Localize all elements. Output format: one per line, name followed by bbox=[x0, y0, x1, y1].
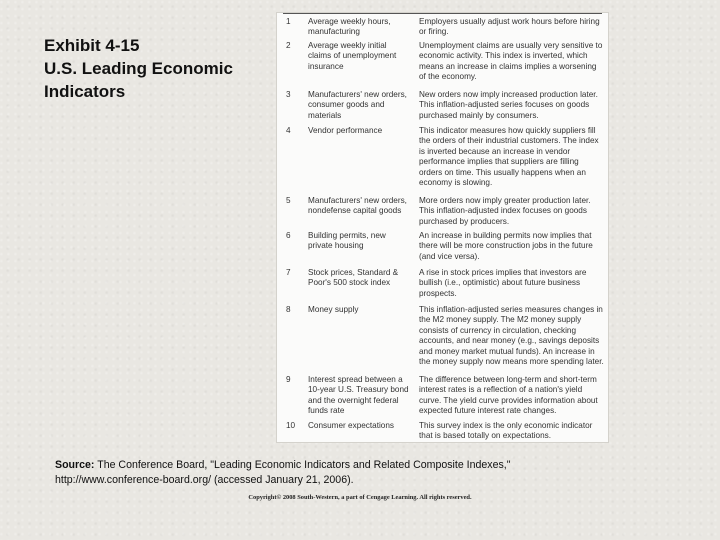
row-description: This inflation-adjusted series measures changes in the M2 money supply. The M2 money supply consists of currency in circulation, checking accounts, and near money (e.g., savings deposits and money market mutual funds). An increase in the money supply now means more spending later. bbox=[419, 305, 604, 367]
row-description: A rise in stock prices implies that investors are bullish (i.e., optimistic) about future business prospects. bbox=[419, 268, 587, 298]
source-url: http://www.conference-board.org/ (accessed January 21, 2006). bbox=[55, 474, 354, 486]
row-number: 5 bbox=[286, 196, 291, 205]
row-number: 8 bbox=[286, 305, 291, 314]
row-indicator: Interest spread between a 10-year U.S. Treasury bond and the overnight federal funds rate bbox=[308, 375, 409, 416]
row-number: 4 bbox=[286, 126, 291, 135]
row-number: 10 bbox=[286, 421, 296, 430]
source-note bbox=[55, 458, 655, 488]
row-indicator: Manufacturers' new orders, nondefense capital goods bbox=[308, 196, 407, 216]
row-number: 2 bbox=[286, 41, 291, 50]
row-indicator: Consumer expectations bbox=[308, 421, 395, 430]
table-top-rule bbox=[283, 13, 602, 14]
row-description: Unemployment claims are usually very sensitive to economic activity. This index is inverted, which means an increase in claims implies a worsening of the economy. bbox=[419, 41, 603, 82]
title-line-2: U.S. Leading Economic bbox=[44, 59, 233, 78]
slide-title bbox=[44, 34, 274, 103]
row-indicator: Average weekly hours, manufacturing bbox=[308, 17, 391, 37]
row-number: 7 bbox=[286, 268, 291, 277]
row-indicator: Average weekly initial claims of unemployment insurance bbox=[308, 41, 397, 71]
title-line-3: Indicators bbox=[44, 82, 126, 101]
source-label: Source: bbox=[55, 459, 95, 471]
row-description: This indicator measures how quickly suppliers fill the orders of their industrial customers. The index is inverted because an increase in vendor performance implies that suppliers are filling orders on time. This usually happens when an economy is slowing. bbox=[419, 126, 599, 188]
row-description: This survey index is the only economic indicator that is based totally on expectations. bbox=[419, 421, 593, 441]
row-indicator: Manufacturers' new orders, consumer goods and materials bbox=[308, 90, 407, 120]
row-indicator: Vendor performance bbox=[308, 126, 383, 135]
title-line-1: Exhibit 4-15 bbox=[44, 36, 140, 55]
row-description: New orders now imply increased production later. This inflation-adjusted series focuses on goods purchased mainly by consumers. bbox=[419, 90, 598, 120]
row-number: 9 bbox=[286, 375, 291, 384]
row-description: An increase in building permits now implies that there will be more construction jobs in the future (and vice versa). bbox=[419, 231, 593, 261]
row-number: 3 bbox=[286, 90, 291, 99]
source-text: The Conference Board, "Leading Economic Indicators and Related Composite Indexes," bbox=[97, 459, 511, 471]
row-indicator: Money supply bbox=[308, 305, 359, 314]
row-number: 1 bbox=[286, 17, 291, 26]
row-indicator: Building permits, new private housing bbox=[308, 231, 386, 251]
copyright-notice: Copyright© 2008 South-Western, a part of Cengage Learning. All rights reserved. bbox=[248, 494, 472, 501]
row-description: The difference between long-term and short-term interest rates is a reflection of a nation's yield curve. The yield curve provides information about expected future interest rate changes. bbox=[419, 375, 598, 416]
exhibit-table bbox=[276, 12, 609, 443]
row-description: Employers usually adjust work hours before hiring or firing. bbox=[419, 17, 600, 37]
row-indicator: Stock prices, Standard & Poor's 500 stock index bbox=[308, 268, 399, 288]
row-number: 6 bbox=[286, 231, 291, 240]
row-description: More orders now imply greater production later. This inflation-adjusted index focuses on goods purchased by producers. bbox=[419, 196, 591, 226]
